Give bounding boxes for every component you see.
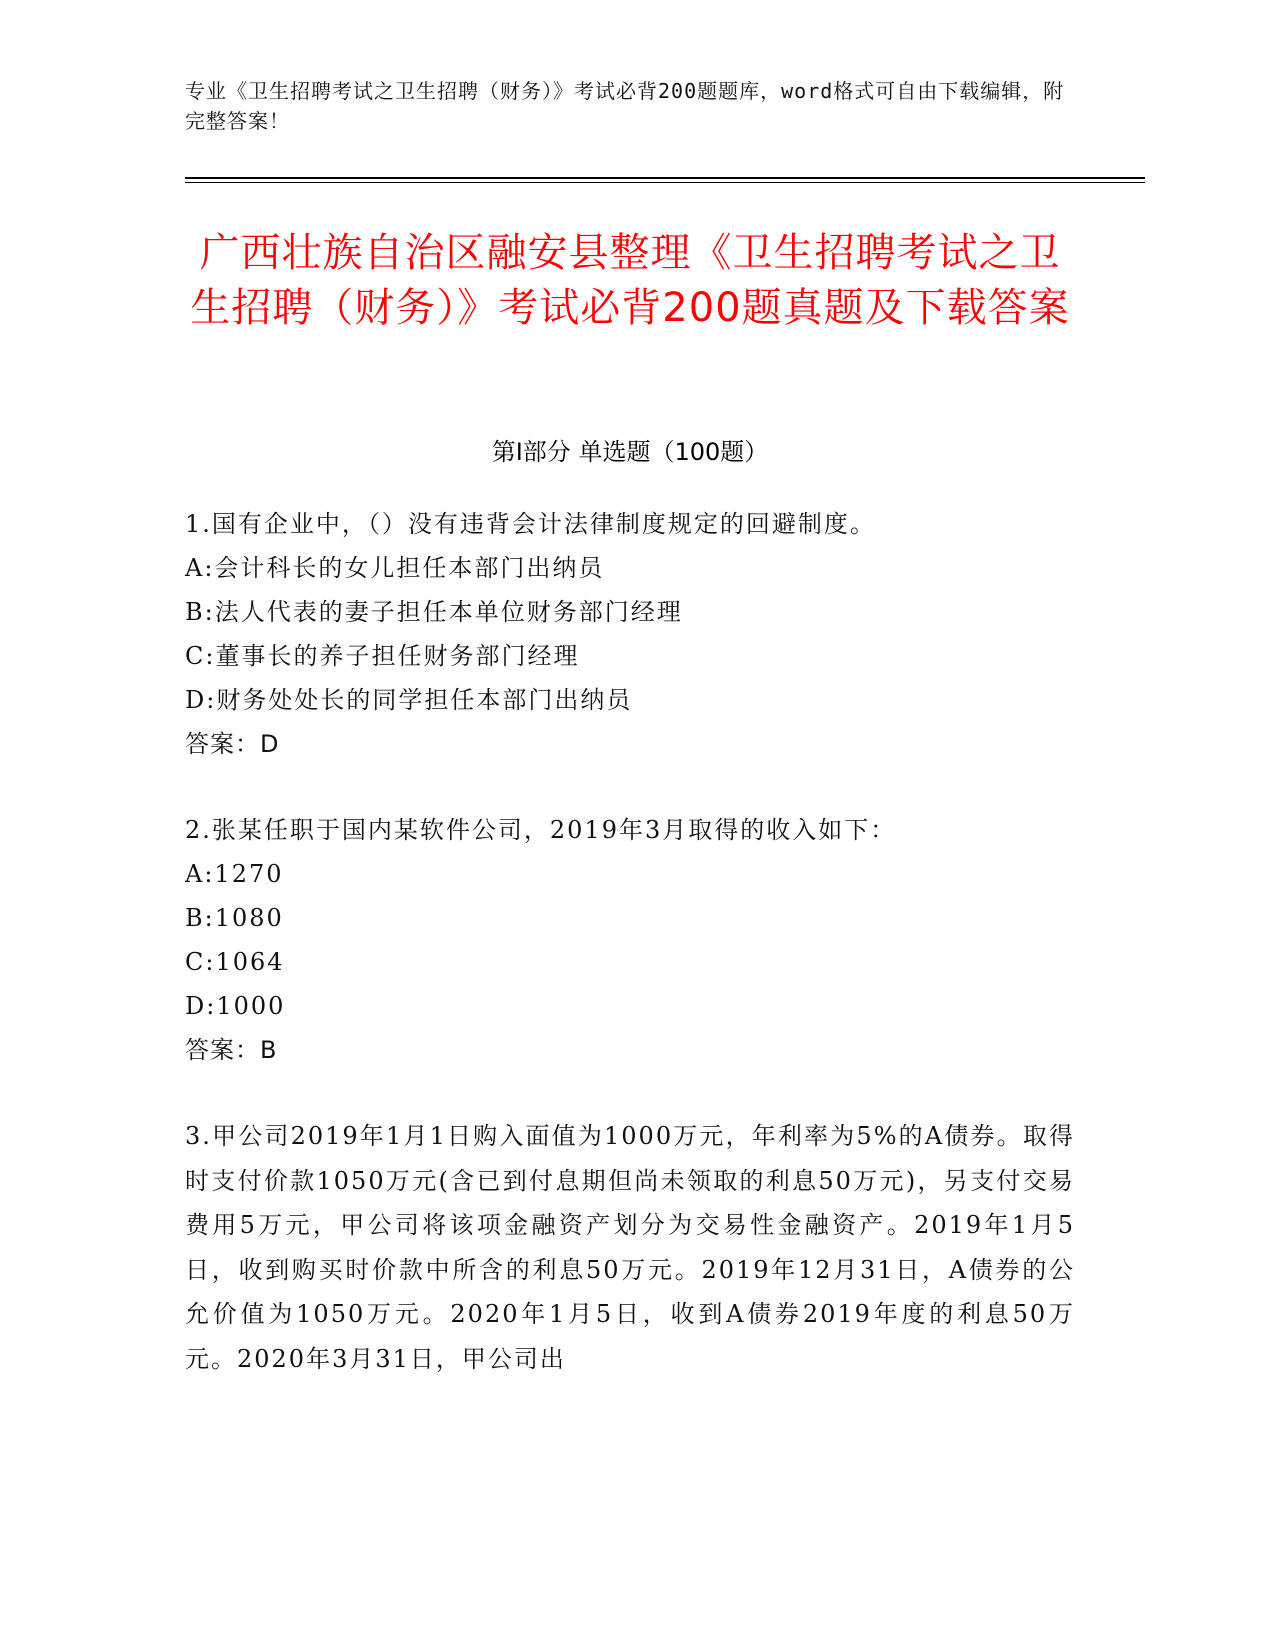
option-c: C:1064: [185, 948, 285, 976]
option-c: C:董事长的养子担任财务部门经理: [185, 642, 580, 670]
answer: 答案：D: [185, 730, 280, 758]
question-stem: 3.甲公司2019年1月1日购入面值为1000万元，年利率为5%的A债券。取得时支付价款1050万元(含已到付息期但尚未领取的利息50万元)，另支付交易费用5万元，甲公司将该项金融资产划分为交易性金融资产。2019年1月5日，收到购买时价款中所含的利息50万元。2019年12月31日，A债券的公允价值为1050万元。2020年1月5日，收到A债券2019年度的利息50万元。2020年3月31日，甲公司出: [185, 1122, 1075, 1373]
question-stem: 1.国有企业中，（）没有违背会计法律制度规定的回避制度。: [185, 510, 876, 538]
question-2: [185, 808, 1075, 1072]
question-1: [185, 502, 1075, 766]
header-note: 专业《卫生招聘考试之卫生招聘（财务）》考试必背200题题库，word格式可自由下载编辑，附完整答案！: [185, 79, 1065, 133]
question-3: [185, 1114, 1075, 1381]
section-title: 第Ⅰ部分 单选题（100题）: [491, 438, 769, 466]
option-d: D:1000: [185, 992, 286, 1020]
question-stem: 2.张某任职于国内某软件公司，2019年3月取得的收入如下：: [185, 816, 897, 844]
option-b: B:法人代表的妻子担任本单位财务部门经理: [185, 598, 683, 626]
header-divider: [185, 177, 1145, 183]
option-d: D:财务处处长的同学担任本部门出纳员: [185, 686, 633, 714]
divider-line-thin: [185, 182, 1145, 183]
option-a: A:会计科长的女儿担任本部门出纳员: [185, 554, 605, 582]
document-title: 广西壮族自治区融安县整理《卫生招聘考试之卫生招聘（财务）》考试必背200题真题及下载答案: [190, 230, 1070, 331]
answer: 答案：B: [185, 1036, 278, 1064]
divider-line-thick: [185, 177, 1145, 179]
option-b: B:1080: [185, 904, 284, 932]
option-a: A:1270: [185, 860, 284, 888]
